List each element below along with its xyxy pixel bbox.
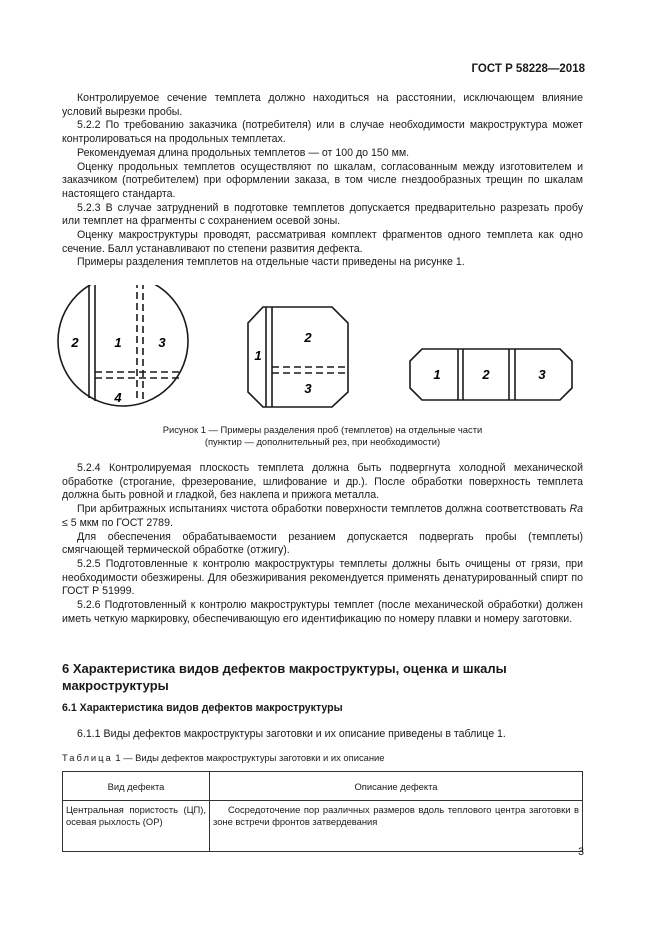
mid-text-block <box>62 462 583 626</box>
paragraph: 5.2.4 Контролируемая плоскость темплета должна быть подвергнута холодной механической обработке (строгание, фрезерование, шлифование и др.). После обработки поверхность темплета должна быть ровной и гладкой, без наклепа и прижога металла. <box>62 462 583 502</box>
table-header-cell: Вид дефекта <box>63 772 210 801</box>
paragraph-text: При арбитражных испытаниях чистота обработки поверхности темплетов должна соответствовать <box>77 503 567 516</box>
octagon-label: 1 <box>254 348 262 363</box>
table-header-cell: Описание дефекта <box>210 772 583 801</box>
paragraph: 5.2.3 В случае затруднений в подготовке темплетов допускается предварительно разрезать пробу или темплет на фрагменты с сохранением осевой зоны. <box>62 201 583 228</box>
section-6-1-heading: 6.1 Характеристика видов дефектов макроструктуры <box>62 702 343 714</box>
figure-1-diagram <box>0 285 661 415</box>
section-6-heading: 6 Характеристика видов дефектов макроструктуры, оценка и шкалы макроструктуры <box>62 661 507 693</box>
paragraph: Рекомендуемая длина продольных темплетов — от 100 до 150 мм. <box>77 146 410 159</box>
bar-label: 1 <box>433 367 441 382</box>
paragraph: Контролируемое сечение темплета должно находиться на расстоянии, исключающем влияние условий вырезки пробы. <box>62 92 583 118</box>
table-cell: Сосредоточение пор различных размеров вдоль теплового центра заготовки в зоне встречи фронтов затвердевания <box>210 801 583 852</box>
section-6-text <box>62 728 583 742</box>
table-caption-text: 1 — Виды дефектов макроструктуры заготовки и их описание <box>115 752 385 763</box>
table-header-row <box>63 772 583 801</box>
paragraph: 5.2.2 По требованию заказчика (потребителя) или в случае необходимости макроструктура может контролироваться на продольных темплетах. <box>62 119 583 146</box>
paragraph: Оценку макроструктуры проводят, рассматривая комплект фрагментов одного темплета как одно сечение. Балл устанавливают по степени развития дефекта. <box>62 229 583 255</box>
paragraph-text: ≤ 5 мкм по ГОСТ 2789. <box>62 516 173 529</box>
circle-label: 3 <box>158 335 166 350</box>
bar-label: 2 <box>482 367 490 382</box>
circle-label: 4 <box>114 390 122 405</box>
figure-caption <box>62 424 583 448</box>
paragraph: Оценку продольных темплетов осуществляют по шкалам, согласованным между изготовителем и заказчиком (потребителем) при оформлении заказа, в том числе гнездообразных трещин по шкалам настоящего стандарта. <box>62 160 583 200</box>
bar-label: 3 <box>538 367 546 382</box>
octagon-label: 2 <box>304 330 312 345</box>
defects-table <box>62 771 583 852</box>
circle-label: 1 <box>114 335 122 350</box>
page-number: 3 <box>578 846 584 858</box>
document-header: ГОСТ Р 58228—2018 <box>471 63 585 75</box>
paragraph: 5.2.6 Подготовленный к контролю макроструктуры темплет (после механической обработки) должен иметь четкую маркировку, обеспечивающую его идентификацию по номеру плавки и номеру заготовки. <box>62 599 583 625</box>
paragraph: 6.1.1 Виды дефектов макроструктуры заготовки и их описание приведены в таблице 1. <box>77 728 506 740</box>
figure-caption-line: (пунктир — дополнительный рез, при необходимости) <box>204 436 441 447</box>
paragraph <box>62 503 583 530</box>
figure-caption-line: Рисунок 1 — Примеры разделения проб (темплетов) на отдельные части <box>162 424 483 435</box>
circle-label: 2 <box>71 335 79 350</box>
octagon-template <box>248 307 348 407</box>
roughness-symbol: Ra <box>569 503 583 516</box>
top-text-block <box>62 92 583 270</box>
table-caption-word: Таблица <box>62 752 113 763</box>
table-cell: Центральная пористость (ЦП), осевая рыхлость (ОР) <box>63 801 210 852</box>
table-row <box>63 801 583 852</box>
paragraph: Примеры разделения темплетов на отдельные части приведены на рисунке 1. <box>77 256 465 269</box>
table-caption <box>62 752 384 763</box>
paragraph: 5.2.5 Подготовленные к контролю макроструктуры темплеты должны быть очищены от грязи, при необходимости обезжирены. Для обезжиривания рекомендуется применять денатурированный спирт по ГОСТ Р 51999. <box>62 557 583 598</box>
octagon-label: 3 <box>304 381 312 396</box>
paragraph: Для обеспечения обрабатываемости резанием допускается подвергать пробы (темплеты) смягчающей термической обработке (отжигу). <box>62 530 583 557</box>
